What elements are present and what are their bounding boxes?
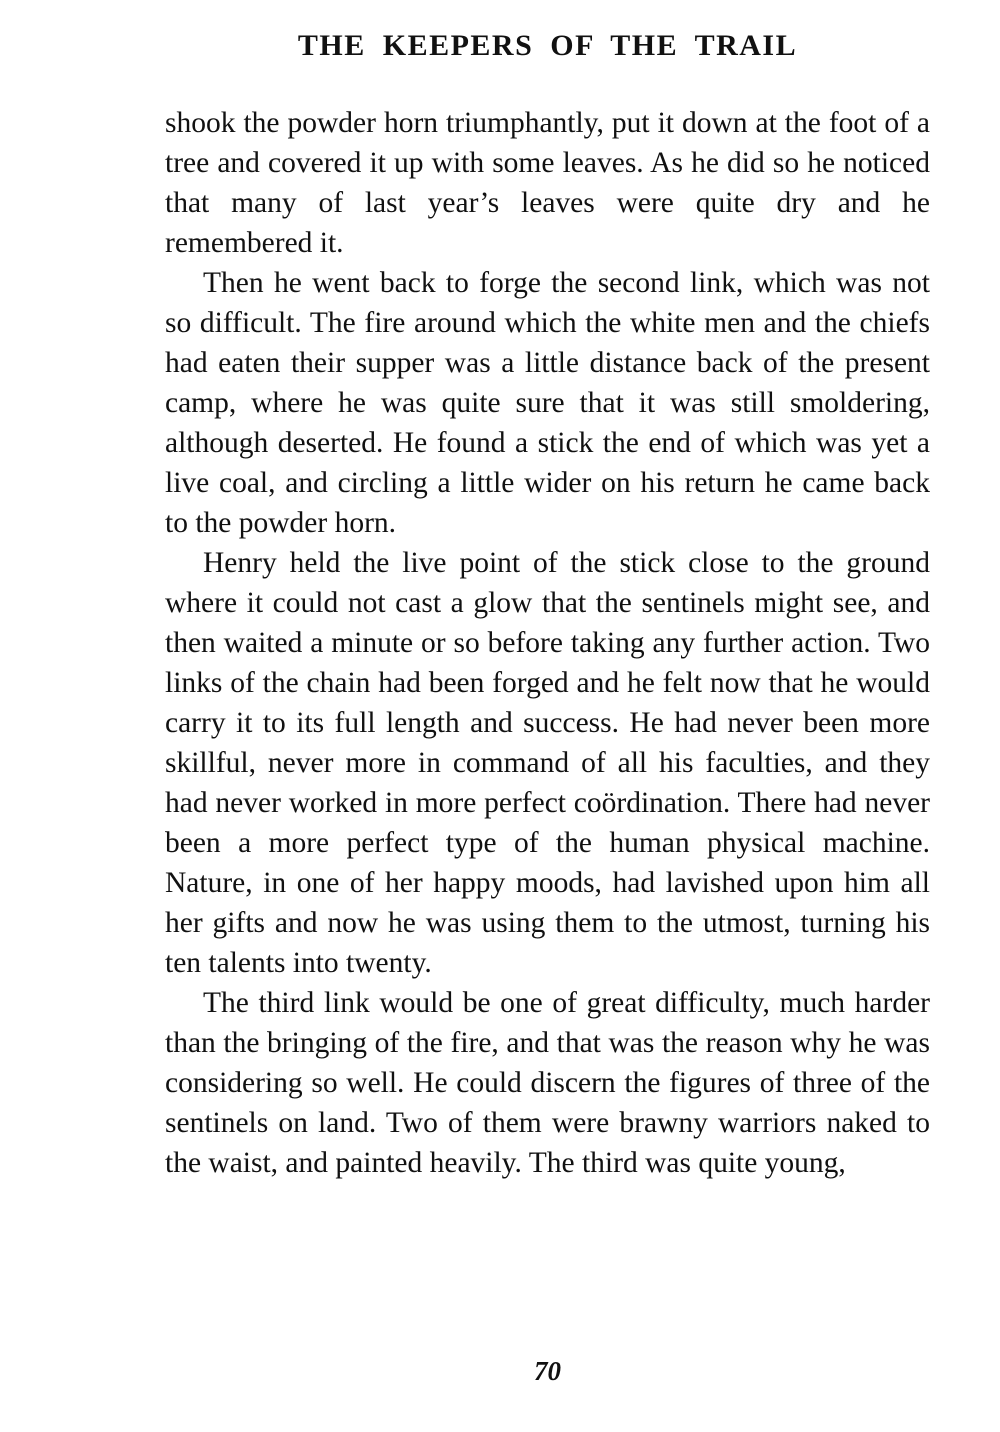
body-text bbox=[165, 103, 930, 1183]
paragraph-third-link: The third link would be one of great difficulty, much harder than the bringing of the fire, and that was the reason why he was considering so well. He could discern the figures of three of the sentinels on land. Two of them were brawny warriors naked to the waist, and painted heavily. The third was quite young, bbox=[165, 987, 930, 1179]
paragraph-live-point: Henry held the live point of the stick close to the ground where it could not cast a glow that the sentinels might see, and then waited a minute or so before taking any further action. Two links of the chain had been forged and he felt now that he would carry it to its full length and success. He had never been more skillful, never more in command of all his faculties, and they had never worked in more perfect coördination. There had never been a more perfect type of the human physical machine. Nature, in one of her happy moods, had lavished upon him all her gifts and now he was using them to the utmost, turning his ten talents into twenty. bbox=[165, 547, 930, 979]
paragraph-continued: shook the powder horn triumphantly, put it down at the foot of a tree and covered it up with some leaves. As he did so he noticed that many of last year’s leaves were quite dry and he remembered it. bbox=[165, 107, 930, 259]
running-title: THE KEEPERS OF THE TRAIL bbox=[297, 29, 798, 62]
page-number: 70 bbox=[534, 1356, 561, 1386]
paragraph-second-link: Then he went back to forge the second link, which was not so difficult. The fire around which the white men and the chiefs had eaten their supper was a little distance back of the present camp, where he was quite sure that it was still smoldering, although deserted. He found a stick the end of which was yet a live coal, and circling a little wider on his return he came back to the powder horn. bbox=[165, 267, 930, 539]
